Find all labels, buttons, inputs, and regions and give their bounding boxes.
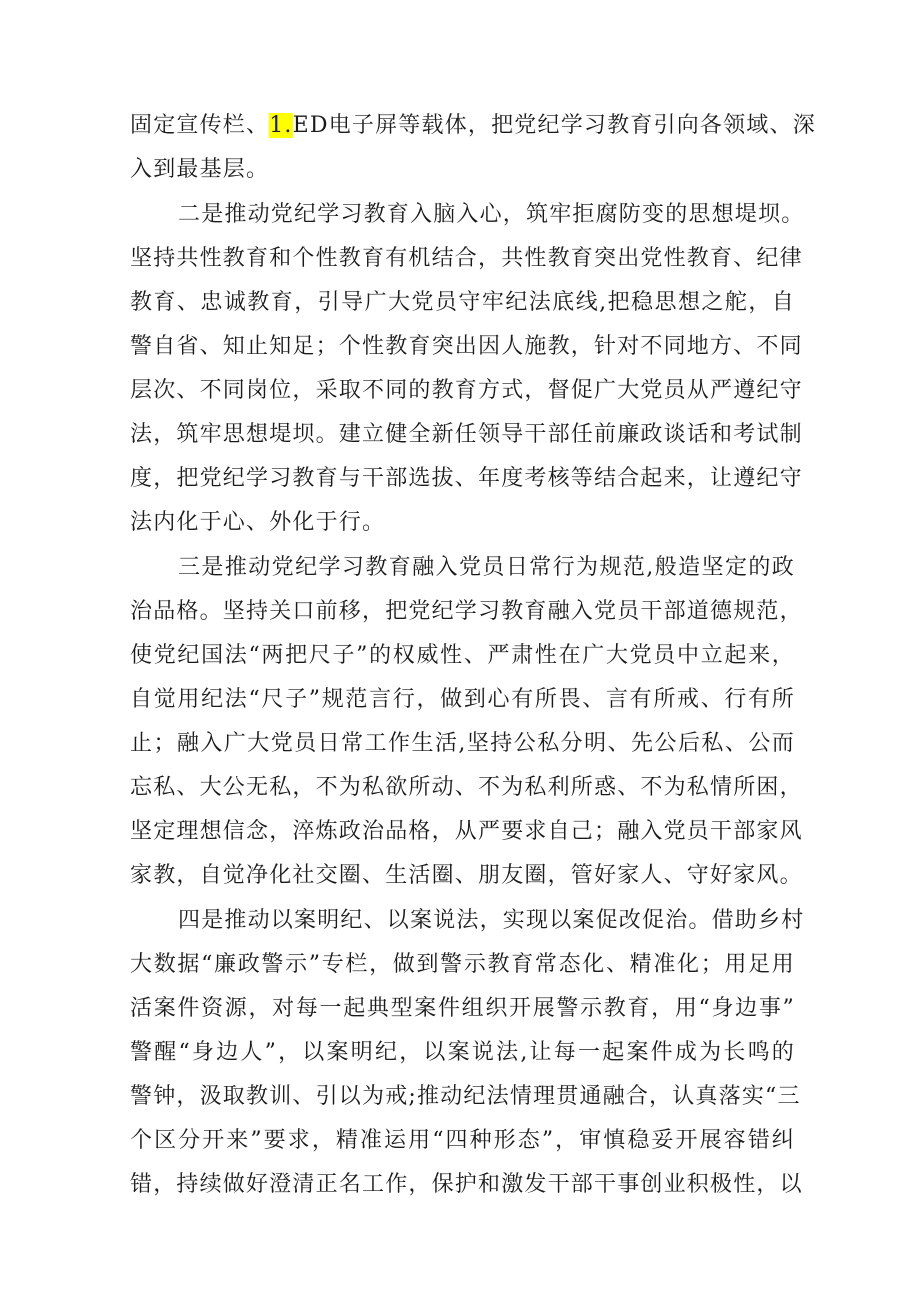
paragraph-2-line-3: 教育、忠诚教育，引导广大党员守牢纪法底线,把稳思想之舵，自 [130,290,795,315]
paragraph-4-line-5: 警钟，汲取教训、引以为戒;推动纪法情理贯通融合，认真落实“三 [130,1084,801,1109]
paragraph-2-line-8: 法内化于心、外化于行。 [130,510,386,535]
paragraph-4-line-4: 警醒“身边人”，以案明纪，以案说法,让每一起案件成为长鸣的 [130,1040,795,1065]
paragraph-2-line-7: 度，把党纪学习教育与干部选拔、年度考核等结合起来，让遵纪守 [130,466,803,491]
text-segment: 固定宣传栏、 [130,113,270,138]
paragraph-3-line-3: 使党纪国法“两把尺子”的权威性、严肃性在广大党员中立起来， [130,643,795,668]
paragraph-4-line-7: 错，持续做好澄清正名工作，保护和激发干部干事创业积极性，以 [130,1172,803,1197]
paragraph-2-line-6: 法，筑牢思想堤坝。建立健全新任领导干部任前廉政谈话和考试制 [130,422,803,447]
paragraph-2-line-5: 层次、不同岗位，采取不同的教育方式，督促广大党员从严遵纪守 [130,378,803,403]
paragraph-4-line-3: 活案件资源，对每一起典型案件组织开展警示教育，用“身边事” [130,996,795,1021]
paragraph-4-line-1: 四是推动以案明纪、以案说法，实现以案促改促治。借助乡村 [178,908,805,933]
paragraph-3-line-5: 止；融入广大党员日常工作生活,坚持公私分明、先公后私、公而 [130,731,795,756]
paragraph-2-line-2: 坚持共性教育和个性教育有机结合，共性教育突出党性教育、纪律 [130,246,803,271]
paragraph-3-line-6: 忘私、大公无私，不为私欲所动、不为私利所惑、不为私情所困， [130,775,803,800]
paragraph-4-line-2: 大数据“廉政警示”专栏，做到警示教育常态化、精准化；用足用 [130,952,795,977]
paragraph-1-line-1 [130,104,816,148]
paragraph-1-line-2: 入到最基层。 [130,157,270,182]
highlighted-text: 1. [269,113,293,138]
paragraph-3-line-1: 三是推动党纪学习教育融入党员日常行为规范,般造坚定的政 [178,555,795,580]
paragraph-3-line-8: 家教，自觉净化社交圈、生活圈、朋友圈，管好家人、守好家风。 [130,863,803,888]
paragraph-3-line-7: 坚定理想信念，淬炼政治品格，从严要求自己；融入党员干部家风 [130,819,803,844]
paragraph-2-line-4: 警自省、知止知足；个性教育突出因人施教，针对不同地方、不同 [130,334,803,359]
paragraph-3-line-4: 自觉用纪法“尺子”规范言行，做到心有所畏、言有所戒、行有所 [130,687,795,712]
paragraph-3-line-2: 治品格。坚持关口前移，把党纪学习教育融入党员干部道德规范， [130,599,803,624]
text-segment: ED电子屏等载体，把党纪学习教育引向各领域、深 [292,113,816,138]
paragraph-2-line-1: 二是推动党纪学习教育入脑入心，筑牢拒腐防变的思想堤坝。 [178,202,805,227]
paragraph-4-line-6: 个区分开来”要求，精准运用“四种形态”，审慎稳妥开展容错纠 [130,1128,795,1153]
